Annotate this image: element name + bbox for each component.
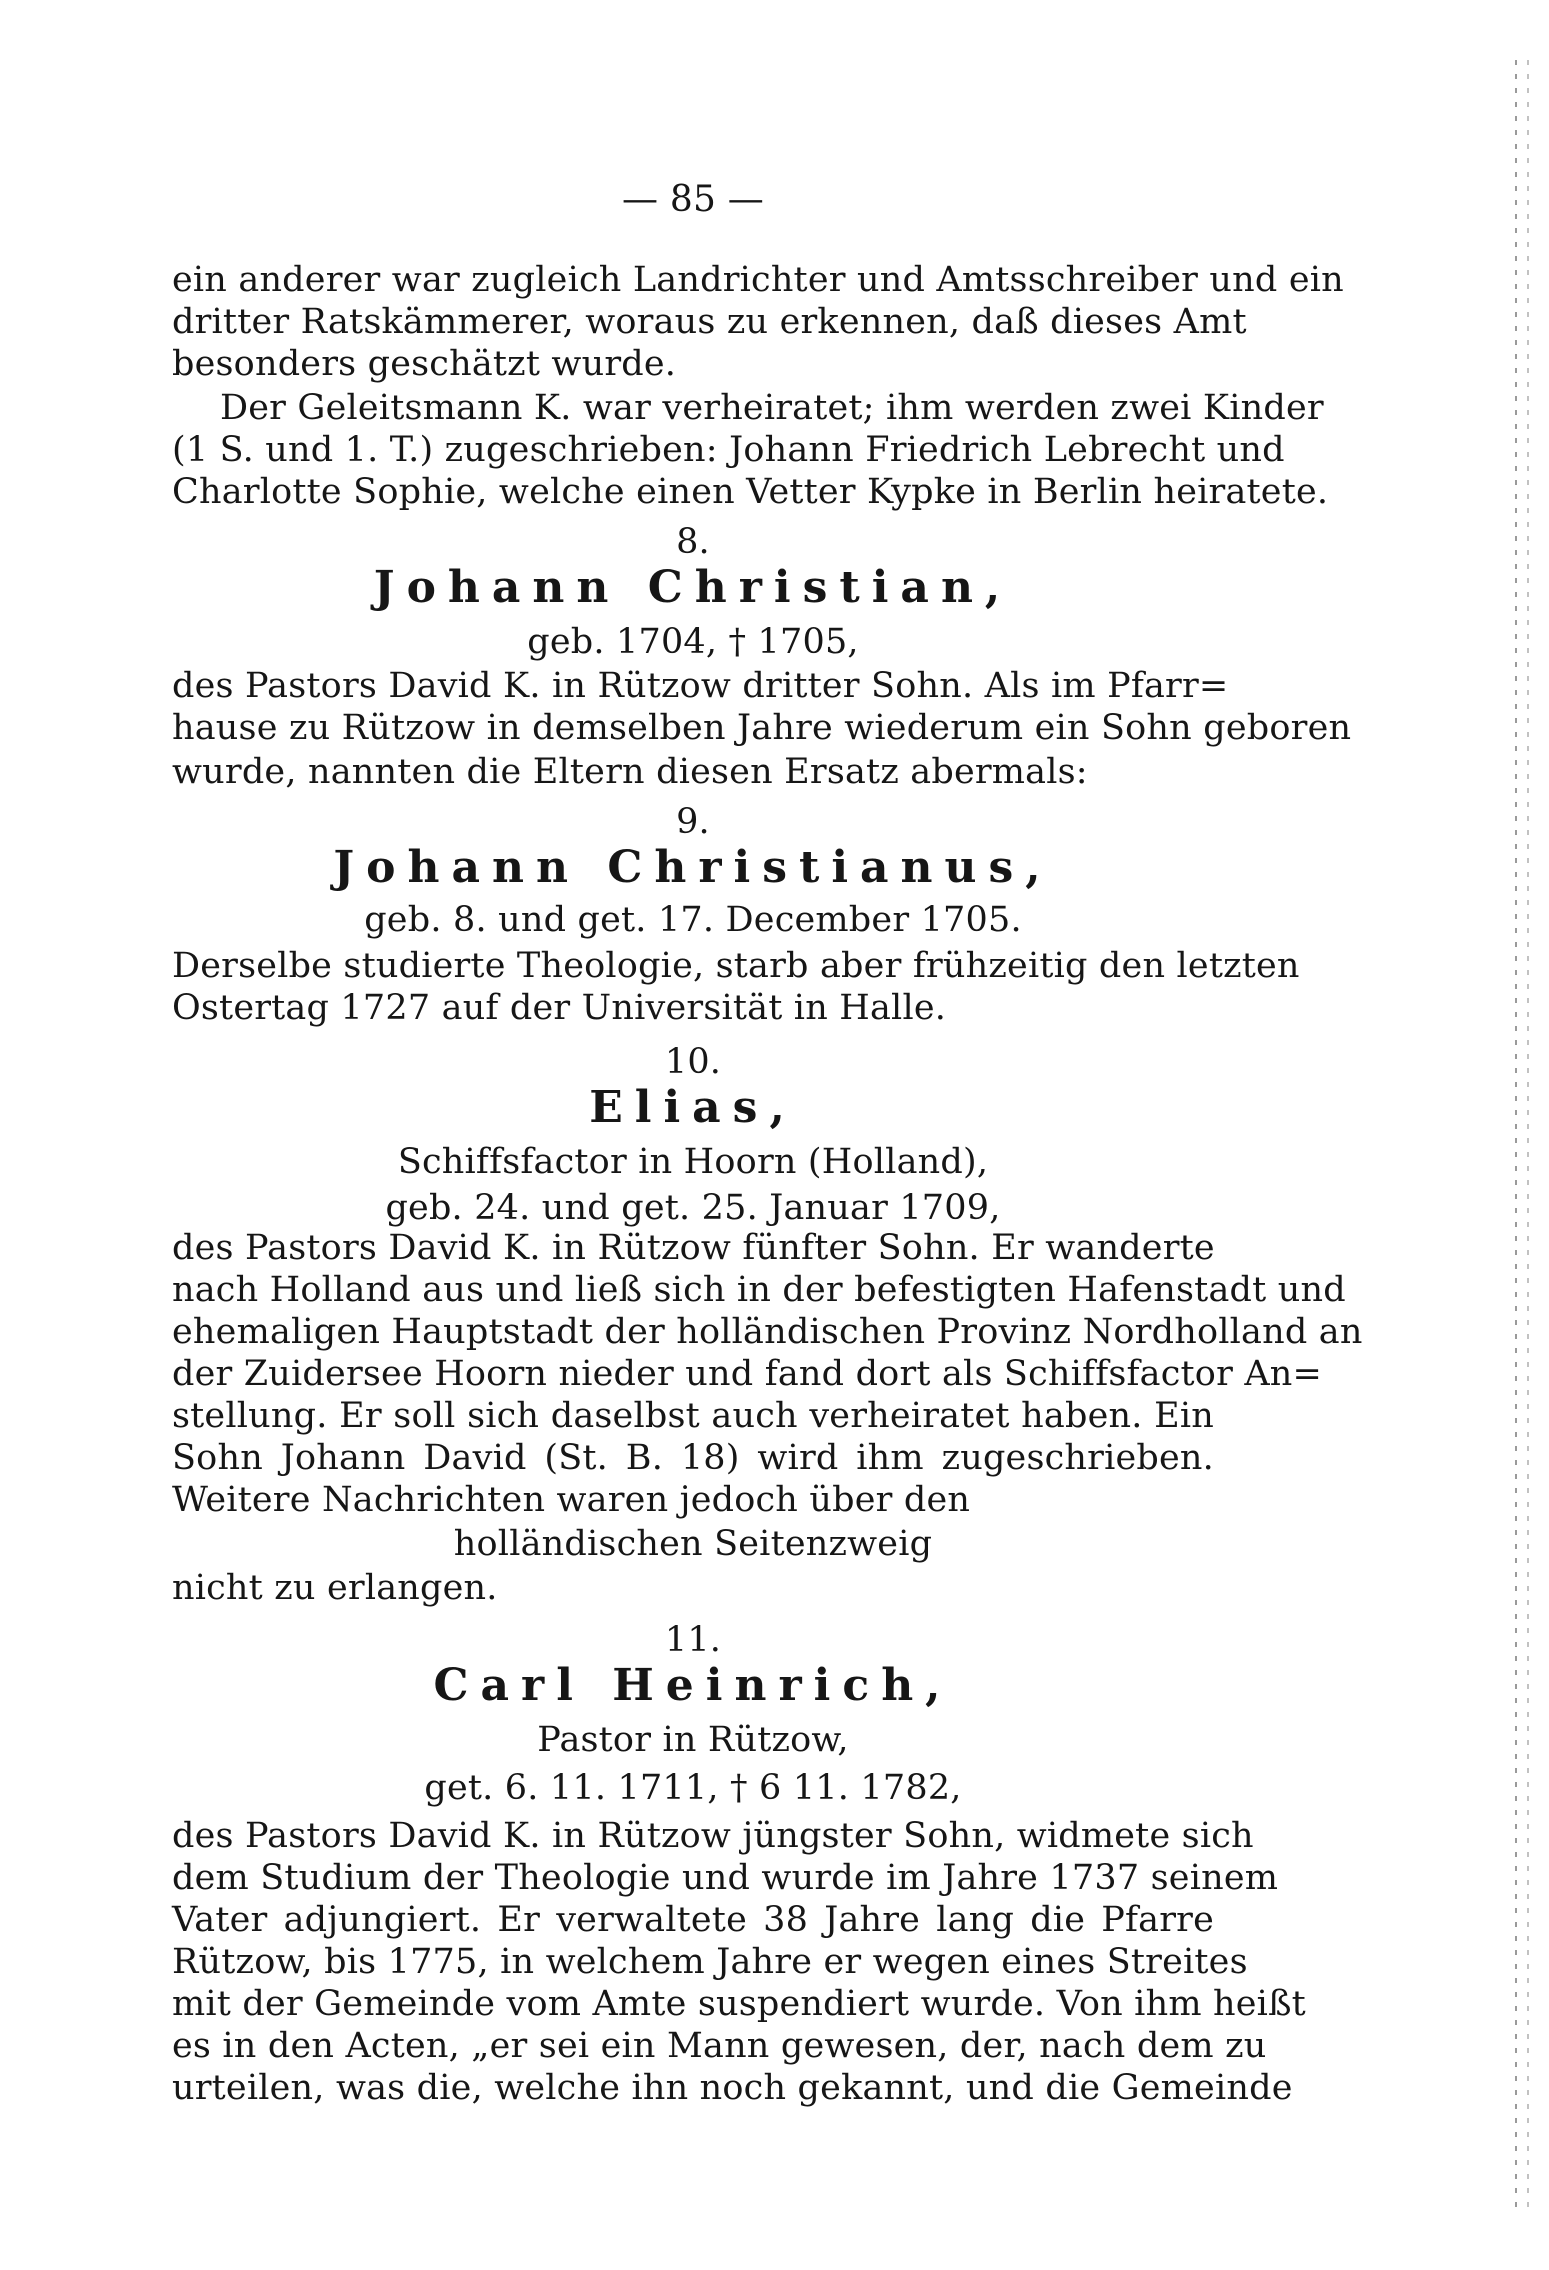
text-line: Vater adjungiert. Er verwaltete 38 Jahre lang die Pfarre [172,1900,1214,1940]
entry-dates: geb. 8. und get. 17. December 1705. [364,900,1022,940]
text-line: Derselbe studierte Theologie, starb aber frühzeitig den letzten [172,946,1300,986]
text-line: Sohn Johann David (St. B. 18) wird ihm zugeschrieben. [172,1438,1214,1478]
text-line: Weitere Nachrichten waren jedoch über den [172,1480,971,1520]
entry-name: Johann Christianus, [333,842,1053,893]
text-line: dem Studium der Theologie und wurde im Jahre 1737 seinem [172,1858,1279,1898]
entry-number: 11. [664,1620,722,1660]
entry-dates: get. 6. 11. 1711, † 6 11. 1782, [424,1768,962,1808]
entry-name: Carl Heinrich, [433,1660,953,1711]
scan-edge-mark [1515,60,1517,2210]
text-line: Der Geleitsmann K. war verheiratet; ihm werden zwei Kinder [220,388,1324,428]
page-number: — 85 — [622,179,764,220]
entry-number: 10. [664,1042,722,1082]
entry-occupation: Pastor in Rützow, [537,1720,849,1760]
text-line: urteilen, was die, welche ihn noch gekannt, und die Gemeinde [172,2068,1293,2108]
text-line: wurde, nannten die Eltern diesen Ersatz abermals: [172,752,1088,792]
text-line: nicht zu erlangen. [172,1568,498,1608]
text-line: des Pastors David K. in Rützow jüngster Sohn, widmete sich [172,1816,1254,1856]
text-line: hause zu Rützow in demselben Jahre wiederum ein Sohn geboren [172,708,1352,748]
entry-number: 9. [676,802,710,842]
entry-dates: geb. 24. und get. 25. Januar 1709, [385,1188,1001,1228]
text-line: nach Holland aus und ließ sich in der befestigten Hafenstadt und [172,1270,1346,1310]
text-line: des Pastors David K. in Rützow fünfter Sohn. Er wanderte [172,1228,1215,1268]
scan-edge-mark [1527,60,1529,2210]
text-line: besonders geschätzt wurde. [172,344,677,384]
entry-name: Elias, [589,1082,797,1133]
text-line: stellung. Er soll sich daselbst auch verheiratet haben. Ein [172,1396,1214,1436]
text-line: des Pastors David K. in Rützow dritter Sohn. Als im Pfarr= [172,666,1229,706]
text-line: es in den Acten, „er sei ein Mann gewesen, der, nach dem zu [172,2026,1267,2066]
entry-dates: geb. 1704, † 1705, [527,622,859,662]
text-line: dritter Ratskämmerer, woraus zu erkennen, daß dieses Amt [172,302,1247,342]
text-line: ehemaligen Hauptstadt der holländischen Provinz Nordholland an [172,1312,1363,1352]
text-line: mit der Gemeinde vom Amte suspendiert wurde. Von ihm heißt [172,1984,1306,2024]
entry-number: 8. [676,522,710,562]
entry-name: Johann Christian, [373,562,1013,613]
text-line: (1 S. und 1. T.) zugeschrieben: Johann Friedrich Lebrecht und [172,430,1285,470]
text-line: Ostertag 1727 auf der Universität in Halle. [172,988,947,1028]
text-line: ein anderer war zugleich Landrichter und Amtsschreiber und ein [172,260,1344,300]
text-line-centered: holländischen Seitenzweig [453,1524,933,1564]
text-line: Rützow, bis 1775, in welchem Jahre er wegen eines Streites [172,1942,1248,1982]
text-line: der Zuidersee Hoorn nieder und fand dort als Schiffsfactor An= [172,1354,1323,1394]
entry-occupation: Schiffsfactor in Hoorn (Holland), [397,1142,989,1182]
text-line: Charlotte Sophie, welche einen Vetter Kypke in Berlin heiratete. [172,472,1329,512]
